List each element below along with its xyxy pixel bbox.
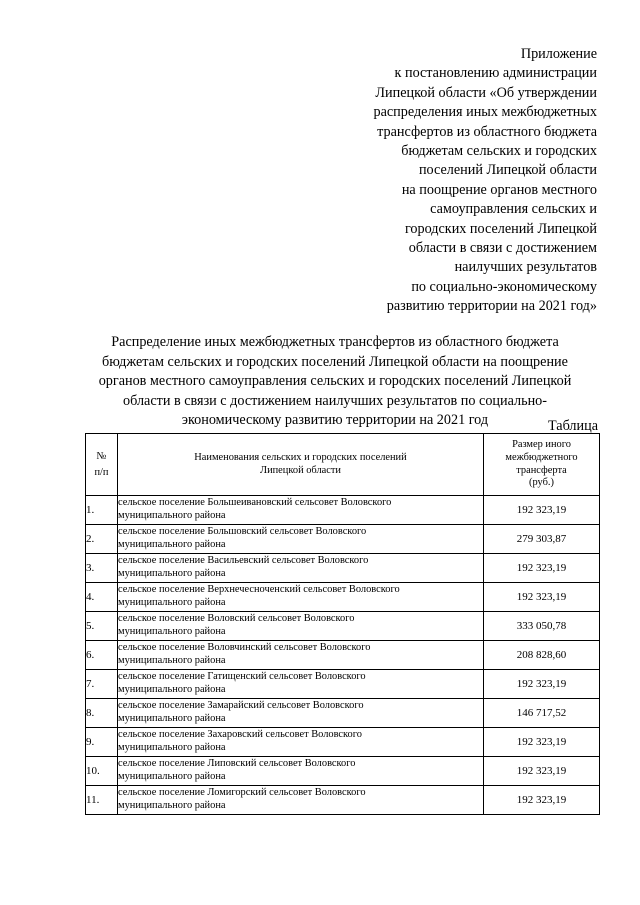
row-name xyxy=(118,786,484,815)
appendix-line: поселений Липецкой области xyxy=(418,162,597,179)
row-name-line: муниципального района xyxy=(118,742,226,753)
row-name-line: муниципального района xyxy=(118,771,226,782)
row-name-line: муниципального района xyxy=(118,568,226,579)
row-name-line: муниципального района xyxy=(118,684,226,695)
row-number: 8. xyxy=(86,699,118,728)
header-number-line: № xyxy=(96,450,107,462)
row-name xyxy=(118,583,484,612)
appendix-line: городских поселений Липецкой xyxy=(404,220,597,237)
row-name xyxy=(118,699,484,728)
header-amount xyxy=(484,434,600,496)
appendix-line: на поощрение органов местного xyxy=(401,181,597,198)
title-line: органов местного самоуправления сельских и городских поселений Липецкой xyxy=(98,373,572,390)
title-line: Распределение иных межбюджетных трансфертов из областного бюджета xyxy=(111,334,559,350)
appendix-line: области в связи с достижением xyxy=(408,240,597,257)
appendix-line: наилучших результатов xyxy=(454,259,597,276)
row-number: 5. xyxy=(86,612,118,641)
table-row xyxy=(86,757,600,786)
appendix-line: развитию территории на 2021 год» xyxy=(386,298,597,315)
row-name-line: сельское поселение Воловчинский сельсовет Воловского xyxy=(118,642,371,654)
row-name-line: сельское поселение Ломигорский сельсовет Воловского xyxy=(118,787,366,799)
table-row xyxy=(86,670,600,699)
row-name xyxy=(118,728,484,757)
row-amount: 146 717,52 xyxy=(484,699,600,728)
row-number: 3. xyxy=(86,554,118,583)
title-line: экономическому развитию территории на 2021 год xyxy=(181,412,489,429)
appendix-line: распределения иных межбюджетных xyxy=(373,104,597,121)
row-name-line: сельское поселение Верхнечесноченский сельсовет Воловского xyxy=(118,584,400,596)
table-row xyxy=(86,554,600,583)
header-name-line: Липецкой области xyxy=(260,464,341,476)
row-amount: 333 050,78 xyxy=(484,612,600,641)
row-number: 6. xyxy=(86,641,118,670)
document-title xyxy=(70,333,600,431)
row-amount: 192 323,19 xyxy=(484,757,600,786)
appendix-line: бюджетам сельских и городских xyxy=(401,143,597,160)
row-amount: 279 303,87 xyxy=(484,525,600,554)
table-caption: Таблица xyxy=(547,418,598,434)
row-name xyxy=(118,757,484,786)
table-row xyxy=(86,641,600,670)
header-number xyxy=(86,434,118,496)
table-header-row xyxy=(86,434,600,496)
row-name xyxy=(118,525,484,554)
appendix-block xyxy=(337,45,597,317)
row-name-line: сельское поселение Гатищенский сельсовет Воловского xyxy=(118,671,366,683)
row-name-line: сельское поселение Захаровский сельсовет Воловского xyxy=(118,729,362,741)
row-number: 9. xyxy=(86,728,118,757)
row-name-line: сельское поселение Васильевский сельсовет Воловского xyxy=(118,555,369,567)
row-name-line: муниципального района xyxy=(118,655,226,666)
distribution-table xyxy=(85,433,600,815)
row-amount: 192 323,19 xyxy=(484,728,600,757)
row-number: 2. xyxy=(86,525,118,554)
row-name-line: муниципального района xyxy=(118,510,226,521)
header-amount-line: Размер иного xyxy=(512,438,571,450)
row-number: 4. xyxy=(86,583,118,612)
row-name xyxy=(118,641,484,670)
row-name xyxy=(118,612,484,641)
row-name-line: муниципального района xyxy=(118,539,226,550)
row-amount: 192 323,19 xyxy=(484,786,600,815)
row-name xyxy=(118,496,484,525)
row-name xyxy=(118,554,484,583)
row-amount: 192 323,19 xyxy=(484,583,600,612)
appendix-line: Приложение xyxy=(520,46,597,62)
row-name-line: сельское поселение Большовский сельсовет Воловского xyxy=(118,526,367,538)
row-amount: 208 828,60 xyxy=(484,641,600,670)
table-row xyxy=(86,699,600,728)
appendix-line: Липецкой области «Об утверждении xyxy=(375,84,597,101)
row-name-line: сельское поселение Большеивановский сельсовет Воловского xyxy=(118,497,392,509)
appendix-line: самоуправления сельских и xyxy=(430,201,597,218)
header-amount-line: (руб.) xyxy=(529,477,554,489)
row-name-line: муниципального района xyxy=(118,713,226,724)
header-name-line: Наименования сельских и городских поселений xyxy=(194,451,407,463)
table-row xyxy=(86,525,600,554)
title-line: области в связи с достижением наилучших результатов по социально- xyxy=(123,392,547,409)
appendix-line: трансфертов из областного бюджета xyxy=(377,123,597,140)
row-number: 1. xyxy=(86,496,118,525)
row-number: 10. xyxy=(86,757,118,786)
header-number-line: п/п xyxy=(94,466,109,478)
header-amount-line: межбюджетного xyxy=(505,451,578,463)
table-row xyxy=(86,496,600,525)
row-name-line: сельское поселение Воловский сельсовет Воловского xyxy=(118,613,355,625)
table-row xyxy=(86,612,600,641)
row-name xyxy=(118,670,484,699)
row-name-line: муниципального района xyxy=(118,597,226,608)
row-name-line: сельское поселение Замарайский сельсовет Воловского xyxy=(118,700,364,712)
row-name-line: сельское поселение Липовский сельсовет Воловского xyxy=(118,758,356,770)
row-amount: 192 323,19 xyxy=(484,554,600,583)
appendix-line: по социально-экономическому xyxy=(411,278,597,295)
row-amount: 192 323,19 xyxy=(484,496,600,525)
table-row xyxy=(86,583,600,612)
row-number: 11. xyxy=(86,786,118,815)
table-row xyxy=(86,786,600,815)
header-amount-line: трансферта xyxy=(516,464,567,476)
title-line: бюджетам сельских и городских поселений Липецкой области на поощрение xyxy=(102,353,568,370)
row-name-line: муниципального района xyxy=(118,626,226,637)
table-row xyxy=(86,728,600,757)
row-amount: 192 323,19 xyxy=(484,670,600,699)
row-number: 7. xyxy=(86,670,118,699)
row-name-line: муниципального района xyxy=(118,800,226,811)
header-name xyxy=(118,434,484,496)
appendix-line: к постановлению администрации xyxy=(394,65,597,82)
